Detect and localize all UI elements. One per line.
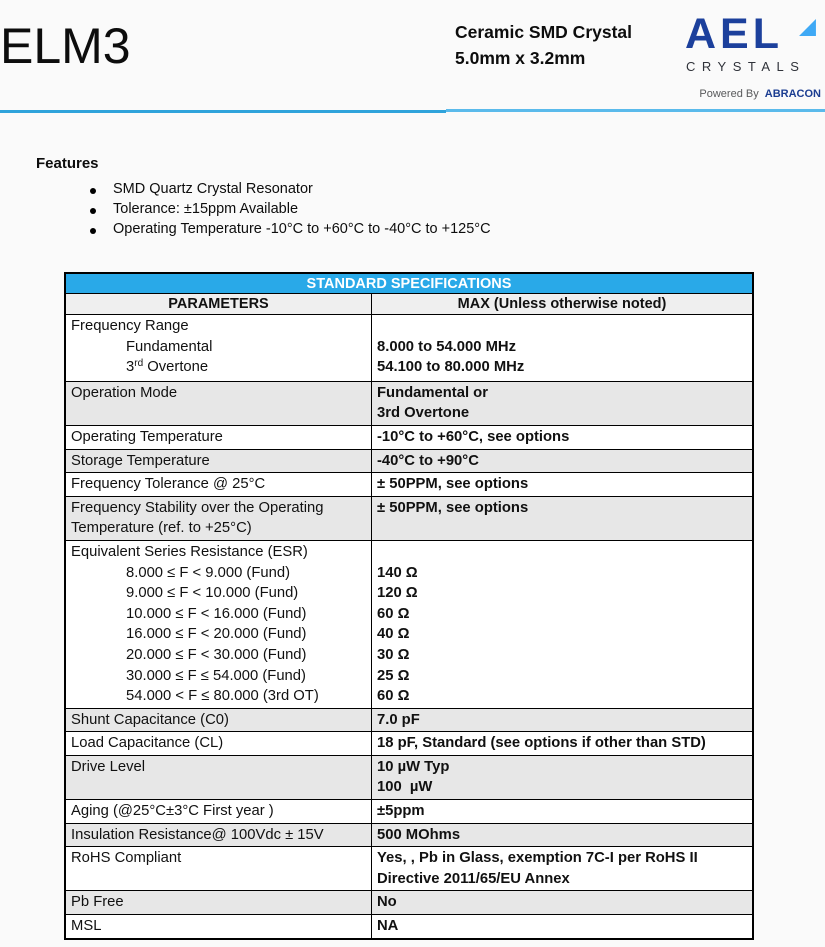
- param-cell: Load Capacitance (CL): [66, 732, 372, 755]
- feature-item: [36, 181, 491, 201]
- column-header-parameters: PARAMETERS: [66, 294, 372, 314]
- value-cell: 500 MOhms: [377, 826, 461, 843]
- value-cell: -40°C to +90°C: [377, 452, 479, 469]
- feature-text: Tolerance: ±15ppm Available: [113, 201, 299, 217]
- param-cell: Drive Level: [66, 756, 372, 799]
- logo-subtext: CRYSTALS: [686, 59, 806, 74]
- param-cell: Operation Mode: [66, 382, 372, 425]
- value-cell: 7.0 pF: [377, 711, 420, 728]
- table-row: [66, 473, 752, 497]
- features-heading: Features: [36, 155, 99, 172]
- powered-by-brand: ABRACON: [764, 88, 821, 100]
- value-cell: Yes, , Pb in Glass, exemption 7C-I per RoHS II Directive 2011/65/EU Annex: [377, 850, 698, 887]
- feature-item: [36, 221, 491, 241]
- value-cell: -10°C to +60°C, see options: [377, 428, 570, 445]
- value-cell: Fundamental or 3rd Overtone: [377, 384, 488, 422]
- value-cell: No: [377, 894, 397, 911]
- value-cell: 18 pF, Standard (see options if other than STD): [377, 735, 706, 752]
- param-cell: MSL: [66, 915, 372, 938]
- bullet-icon: [90, 228, 96, 234]
- header-rule-right: [446, 109, 825, 112]
- column-header-max: MAX (Unless otherwise noted): [457, 296, 667, 312]
- table-row: [66, 847, 752, 891]
- table-row: [66, 732, 752, 756]
- value-cell: ±5ppm: [377, 803, 425, 820]
- value-cell: NA: [377, 918, 399, 935]
- value-cell: 8.000 to 54.000 MHz 54.100 to 80.000 MHz: [377, 338, 525, 376]
- logo-wordmark-row: [668, 10, 825, 58]
- table-row: [66, 756, 752, 800]
- table-title: STANDARD SPECIFICATIONS: [66, 274, 752, 294]
- table-row: [66, 315, 752, 382]
- feature-text: Operating Temperature -10°C to +60°C to -40°C to +125°C: [113, 221, 491, 237]
- spec-table: [64, 272, 754, 940]
- value-cell: 10 µW Typ 100 µW: [377, 758, 450, 796]
- param-cell: Frequency Stability over the Operating Temperature (ref. to +25°C): [66, 497, 372, 540]
- param-cell: Equivalent Series Resistance (ESR) 8.000 ≤ F < 9.000 (Fund) 9.000 ≤ F < 10.000 (Fund) 10.000 ≤ F < 16.000 (Fund) 16.000 ≤ F < 20.000 (Fund) 20.000 ≤ F < 30.000 (Fund) 30.000 ≤ F ≤ 54.000 (Fund) 54.000 < F ≤ 80.000 (3rd OT): [66, 541, 372, 708]
- table-row: [66, 800, 752, 824]
- value-cell: ± 50PPM, see options: [377, 476, 529, 493]
- table-row: [66, 915, 752, 938]
- param-cell: Aging (@25°C±3°C First year ): [66, 800, 372, 823]
- param-cell: Operating Temperature: [66, 426, 372, 449]
- powered-by: [668, 88, 825, 100]
- logo-triangle-icon: [798, 18, 817, 37]
- logo-wordmark: AEL: [685, 10, 783, 58]
- table-row: [66, 382, 752, 426]
- table-row: [66, 541, 752, 709]
- header-rule-left: [0, 110, 446, 113]
- bullet-icon: [90, 208, 96, 214]
- table-row: [66, 891, 752, 915]
- param-cell: Storage Temperature: [66, 450, 372, 473]
- product-title: ELM3: [0, 18, 131, 74]
- features-section: [36, 155, 491, 241]
- feature-item: [36, 201, 491, 221]
- bullet-icon: [90, 188, 96, 194]
- param-cell: Frequency Range Fundamental 3rd Overtone: [66, 315, 372, 381]
- feature-text: SMD Quartz Crystal Resonator: [113, 181, 313, 197]
- table-column-headers: [66, 294, 752, 315]
- powered-by-label: Powered By: [699, 88, 759, 100]
- value-cell: ± 50PPM, see options: [377, 499, 529, 516]
- doc-title-line1: Ceramic SMD Crystal: [455, 22, 633, 42]
- doc-title-line2: 5.0mm x 3.2mm: [455, 48, 586, 68]
- table-row: [66, 426, 752, 450]
- param-cell: Shunt Capacitance (C0): [66, 709, 372, 732]
- table-row: [66, 824, 752, 848]
- param-cell: RoHS Compliant: [66, 847, 372, 890]
- doc-title: [455, 19, 632, 71]
- brand-logo: [668, 10, 825, 100]
- table-row: [66, 497, 752, 541]
- param-cell: Frequency Tolerance @ 25°C: [66, 473, 372, 496]
- param-cell: Pb Free: [66, 891, 372, 914]
- spec-table-body: [66, 315, 752, 938]
- value-cell: 140 Ω 120 Ω 60 Ω 40 Ω 30 Ω 25 Ω 60 Ω: [377, 564, 418, 705]
- table-row: [66, 450, 752, 474]
- param-cell: Insulation Resistance@ 100Vdc ± 15V: [66, 824, 372, 847]
- table-row: [66, 709, 752, 733]
